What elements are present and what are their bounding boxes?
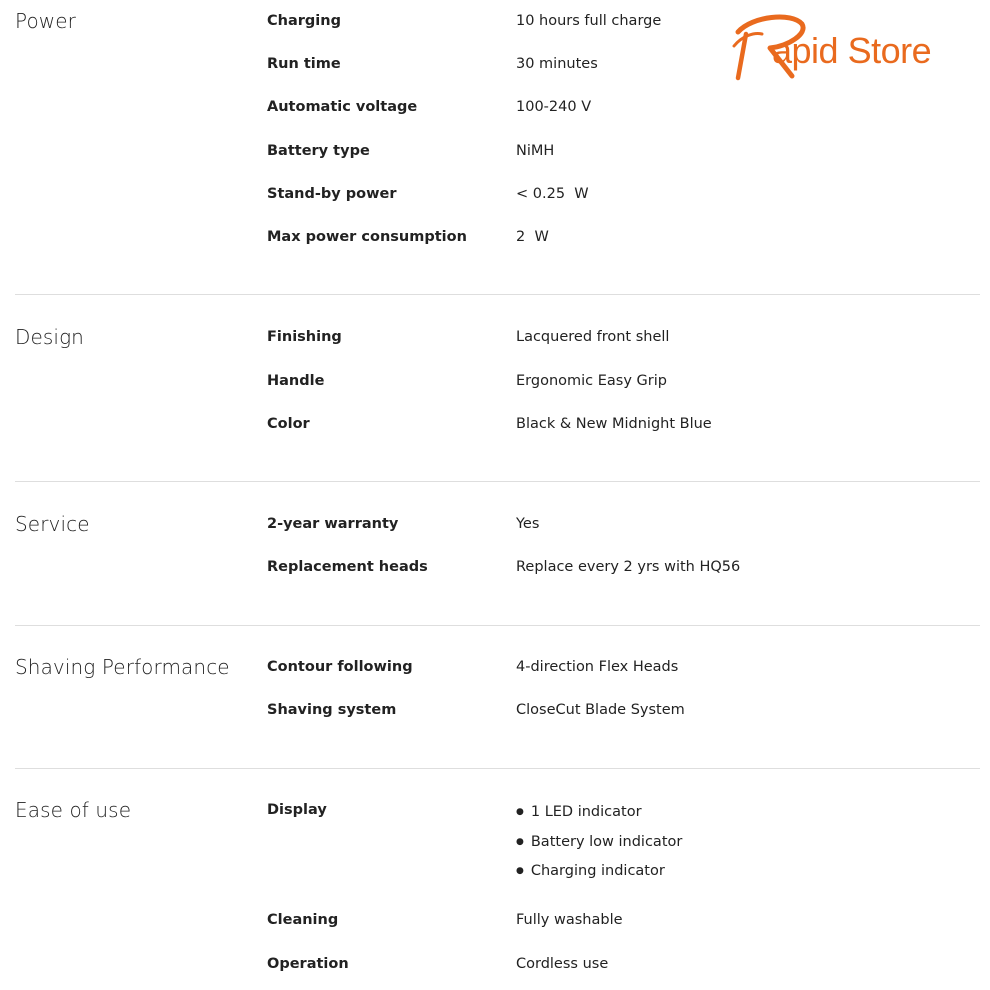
spec-row — [0, 373, 990, 397]
spec-label: Contour following — [267, 659, 413, 675]
spec-label: Cleaning — [267, 912, 339, 928]
bullet-item: ● Charging indicator — [516, 861, 682, 891]
spec-label: Max power consumption — [267, 229, 467, 245]
spec-label: Operation — [267, 956, 349, 972]
spec-value: Yes — [516, 516, 540, 532]
spec-row — [0, 143, 990, 167]
spec-value: Black & New Midnight Blue — [516, 416, 712, 432]
spec-row — [0, 56, 990, 80]
spec-value: Fully washable — [516, 912, 623, 928]
spec-value: 30 minutes — [516, 56, 598, 72]
spec-value: Cordless use — [516, 956, 609, 972]
spec-value: Lacquered front shell — [516, 329, 670, 345]
section-title: Power — [15, 9, 76, 33]
spec-row — [0, 559, 990, 583]
spec-row — [0, 702, 990, 726]
spec-value: 2 W — [516, 229, 549, 245]
spec-label: Automatic voltage — [267, 99, 418, 115]
spec-label: Shaving system — [267, 702, 397, 718]
section-title: Design — [15, 325, 84, 349]
spec-value: < 0.25 W — [516, 186, 589, 202]
spec-row — [0, 516, 990, 540]
spec-row — [0, 416, 990, 440]
spec-label: Handle — [267, 373, 325, 389]
spec-row — [0, 956, 990, 980]
section-title: Service — [15, 512, 90, 536]
spec-row — [0, 802, 990, 826]
spec-row — [0, 186, 990, 210]
spec-label: Charging — [267, 13, 341, 29]
spec-row — [0, 329, 990, 353]
spec-row — [0, 229, 990, 253]
spec-row — [0, 13, 990, 37]
spec-label: Replacement heads — [267, 559, 428, 575]
spec-label: Color — [267, 416, 310, 432]
logo-text: apid Store — [772, 30, 932, 71]
spec-row — [0, 99, 990, 123]
section-divider — [15, 625, 980, 626]
display-bullet-list — [516, 802, 682, 891]
section-divider — [15, 294, 980, 295]
section-title: Shaving Performance — [15, 655, 230, 679]
spec-row — [0, 912, 990, 936]
spec-label: Finishing — [267, 329, 342, 345]
spec-value: 4-direction Flex Heads — [516, 659, 679, 675]
spec-label: Stand-by power — [267, 186, 397, 202]
spec-row — [0, 659, 990, 683]
bullet-item: ● 1 LED indicator — [516, 802, 682, 832]
spec-value: Replace every 2 yrs with HQ56 — [516, 559, 741, 575]
spec-value: 100-240 V — [516, 99, 592, 115]
section-divider — [15, 481, 980, 482]
spec-value: 10 hours full charge — [516, 13, 662, 29]
spec-value: NiMH — [516, 143, 555, 159]
spec-label: 2-year warranty — [267, 516, 399, 532]
bullet-item: ● Battery low indicator — [516, 832, 682, 862]
spec-value: CloseCut Blade System — [516, 702, 685, 718]
spec-value: Ergonomic Easy Grip — [516, 373, 667, 389]
spec-label: Run time — [267, 56, 341, 72]
section-title: Ease of use — [15, 798, 132, 822]
section-divider — [15, 768, 980, 769]
spec-label: Battery type — [267, 143, 370, 159]
spec-label: Display — [267, 802, 327, 818]
